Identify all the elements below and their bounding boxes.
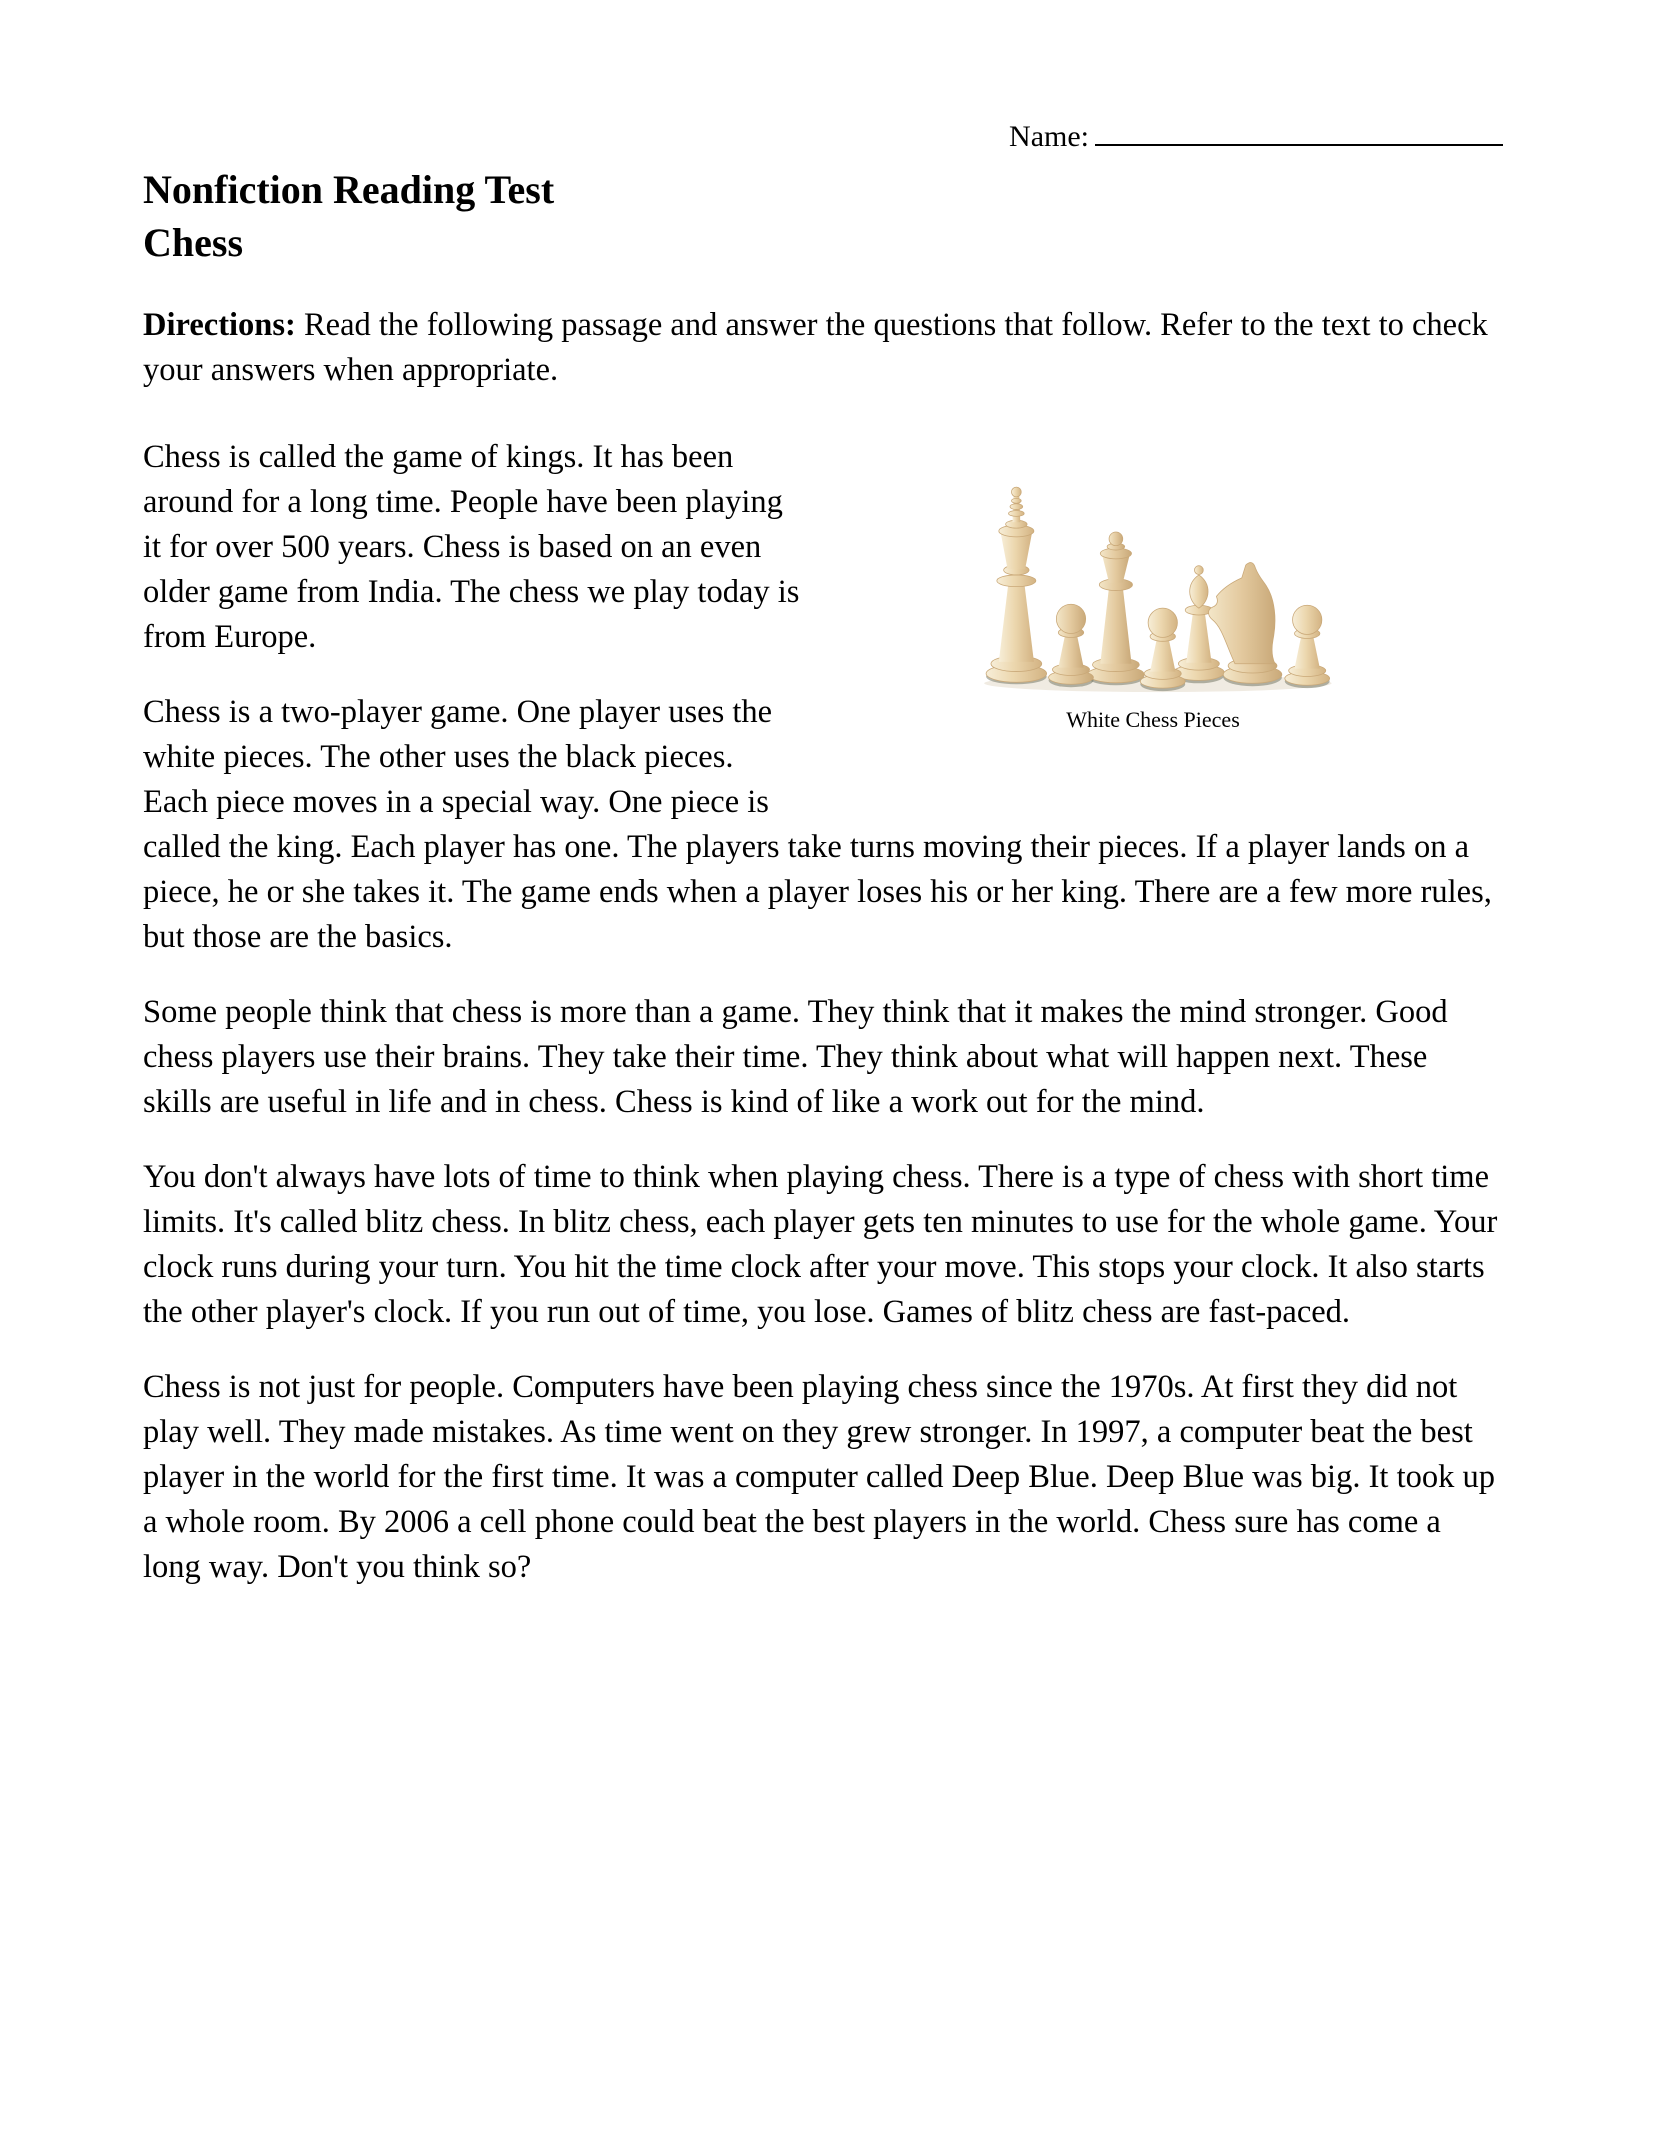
directions-label: Directions: bbox=[143, 307, 296, 343]
page-title-line1: Nonfiction Reading Test bbox=[143, 167, 555, 212]
name-row bbox=[143, 0, 1503, 155]
passage-paragraph-5: Chess is not just for people. Computers have been playing chess since the 1970s. At first they did not play well. They made mistakes. As time went on they grew stronger. In 1997, a computer beat the best player in the world for the first time. It was a computer called Deep Blue. Deep Blue was big. It took up a whole room. By 2006 a cell phone could beat the best players in the world. Chess sure has come a long way. Don't you think so? bbox=[143, 1369, 1495, 1585]
name-label: Name: bbox=[1009, 120, 1089, 153]
chess-piece-pawn bbox=[1049, 604, 1094, 687]
figure-chess-pieces bbox=[803, 435, 1503, 823]
page-title bbox=[143, 163, 1503, 269]
chess-piece-queen bbox=[1088, 532, 1145, 685]
chess-piece-pawn bbox=[1285, 605, 1330, 688]
passage-paragraph-2: Chess is a two-player game. One player uses the white pieces. The other uses the black pieces. Each piece moves in a special way. One piece is called the king. Each player has one. The players take turns moving their pieces. If a player lands on a piece, he or she takes it. The game ends when a player loses his or her king. There are a few more rules, but those are the basics. bbox=[143, 694, 1492, 955]
chess-pieces-image bbox=[963, 451, 1343, 695]
directions-text: Read the following passage and answer the questions that follow. Refer to the text to check your answers when appropriate. bbox=[143, 307, 1488, 388]
page-title-line2: Chess bbox=[143, 220, 244, 265]
passage-paragraph-1: Chess is called the game of kings. It has been around for a long time. People have been playing it for over 500 years. Chess is based on an even older game from India. The chess we play today is from Europe. bbox=[143, 439, 800, 655]
chess-piece-pawn bbox=[1140, 608, 1185, 691]
passage bbox=[143, 435, 1503, 1590]
figure-caption: White Chess Pieces bbox=[1066, 707, 1240, 732]
chess-piece-king bbox=[986, 487, 1047, 684]
directions-paragraph bbox=[143, 303, 1503, 393]
passage-paragraph-3: Some people think that chess is more than a game. They think that it makes the mind stronger. Good chess players use their brains. They take their time. They think about what will happen next. These skills are useful in life and in chess. Chess is kind of like a work out for the mind. bbox=[143, 994, 1448, 1120]
passage-paragraph-4: You don't always have lots of time to think when playing chess. There is a type of chess with short time limits. It's called blitz chess. In blitz chess, each player gets ten minutes to use for the whole game. Your clock runs during your turn. You hit the time clock after your move. This stops your clock. It also starts the other player's clock. If you run out of time, you lose. Games of blitz chess are fast-paced. bbox=[143, 1159, 1498, 1330]
name-blank-field[interactable] bbox=[1095, 116, 1503, 146]
